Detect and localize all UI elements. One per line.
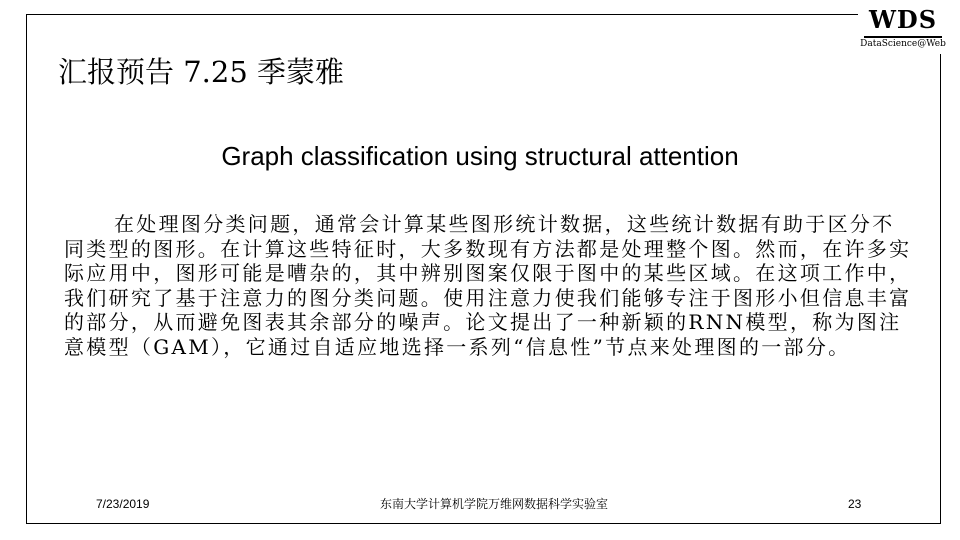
page-number: 23 <box>848 497 862 511</box>
logo-sub-text: DataScience@Web <box>860 39 946 49</box>
slide-title: 汇报预告 7.25 季蒙雅 <box>58 55 345 89</box>
footer-organization: 东南大学计算机学院万维网数据科学实验室 <box>380 497 609 511</box>
wds-logo <box>858 6 948 54</box>
footer-date: 7/23/2019 <box>96 497 150 511</box>
paper-title: Graph classification using structural attention <box>221 141 739 171</box>
logo-main-text: WDS <box>868 5 938 34</box>
logo-divider <box>864 36 942 38</box>
body-paragraph: 在处理图分类问题，通常会计算某些图形统计数据，这些统计数据有助于区分不同类型的图形。在计算这些特征时，大多数现有方法都是处理整个图。然而，在许多实际应用中，图形可能是嘈杂的，其中辨别图案仅限于图中的某些区域。在这项工作中，我们研究了基于注意力的图分类问题。使用注意力使我们能够专注于图形小但信息丰富的部分，从而避免图表其余部分的噪声。论文提出了一种新颖的RNN模型，称为图注意模型（GAM），它通过自适应地选择一系列“信息性”节点来处理图的一部分。 <box>64 212 912 359</box>
